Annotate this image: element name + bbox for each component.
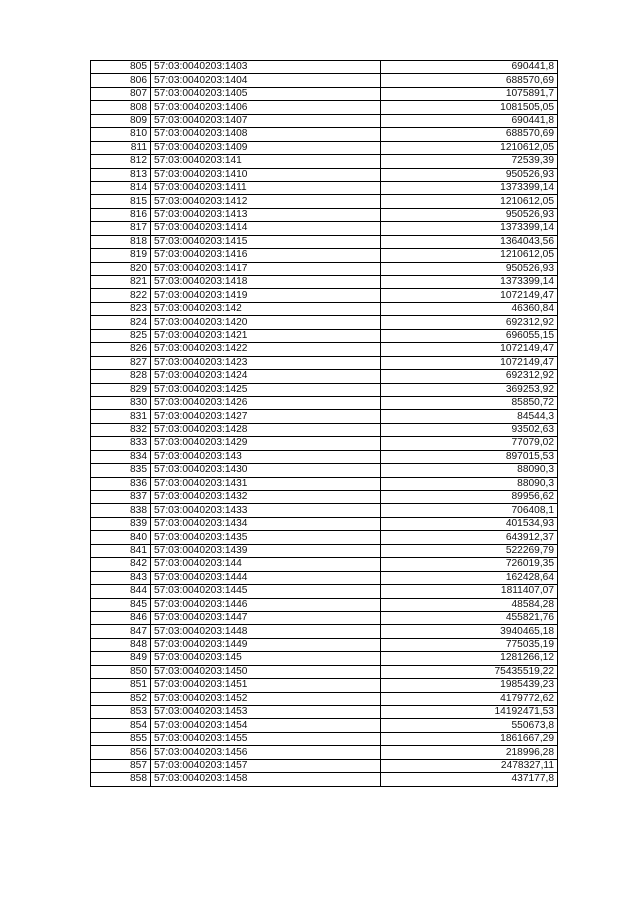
cadastral-number: 57:03:0040203:1445	[151, 585, 381, 598]
cadastral-number: 57:03:0040203:1448	[151, 625, 381, 638]
cadastral-number: 57:03:0040203:1426	[151, 396, 381, 409]
cadastral-number: 57:03:0040203:1444	[151, 571, 381, 584]
table-row	[91, 477, 558, 490]
cadastral-value: 950526,93	[381, 168, 558, 181]
cadastral-number: 57:03:0040203:1415	[151, 235, 381, 248]
table-row	[91, 732, 558, 745]
cadastral-number: 57:03:0040203:1419	[151, 289, 381, 302]
table-row	[91, 759, 558, 772]
row-number: 825	[91, 329, 151, 342]
cadastral-number: 57:03:0040203:1457	[151, 759, 381, 772]
cadastral-value: 706408,1	[381, 504, 558, 517]
cadastral-value: 46360,84	[381, 302, 558, 315]
cadastral-value: 89956,62	[381, 491, 558, 504]
cadastral-value: 4179772,62	[381, 692, 558, 705]
table-body	[91, 61, 558, 787]
cadastral-value: 1373399,14	[381, 181, 558, 194]
table-row	[91, 558, 558, 571]
cadastral-value: 72539,39	[381, 155, 558, 168]
cadastral-value: 88090,3	[381, 477, 558, 490]
table-row	[91, 114, 558, 127]
cadastral-value: 88090,3	[381, 464, 558, 477]
cadastral-value: 688570,69	[381, 128, 558, 141]
cadastral-number: 57:03:0040203:1414	[151, 222, 381, 235]
cadastral-value: 726019,35	[381, 558, 558, 571]
row-number: 816	[91, 208, 151, 221]
cadastral-number: 57:03:0040203:1455	[151, 732, 381, 745]
cadastral-number: 57:03:0040203:1454	[151, 719, 381, 732]
row-number: 820	[91, 262, 151, 275]
cadastral-number: 57:03:0040203:1431	[151, 477, 381, 490]
cadastral-number: 57:03:0040203:1418	[151, 276, 381, 289]
table-row	[91, 343, 558, 356]
row-number: 831	[91, 410, 151, 423]
table-row	[91, 773, 558, 786]
cadastral-value: 696055,15	[381, 329, 558, 342]
table-row	[91, 450, 558, 463]
cadastral-value: 1210612,05	[381, 249, 558, 262]
table-row	[91, 665, 558, 678]
table-row	[91, 544, 558, 557]
row-number: 844	[91, 585, 151, 598]
row-number: 824	[91, 316, 151, 329]
cadastral-value: 690441,8	[381, 114, 558, 127]
table-row	[91, 235, 558, 248]
row-number: 840	[91, 531, 151, 544]
cadastral-number: 57:03:0040203:1453	[151, 706, 381, 719]
cadastral-value: 1072149,47	[381, 289, 558, 302]
cadastral-number: 57:03:0040203:1403	[151, 61, 381, 74]
table-row	[91, 638, 558, 651]
row-number: 851	[91, 679, 151, 692]
cadastral-number: 57:03:0040203:1447	[151, 611, 381, 624]
row-number: 847	[91, 625, 151, 638]
cadastral-number: 57:03:0040203:144	[151, 558, 381, 571]
cadastral-value: 1373399,14	[381, 222, 558, 235]
cadastral-value: 1210612,05	[381, 141, 558, 154]
table-row	[91, 141, 558, 154]
table-row	[91, 504, 558, 517]
row-number: 821	[91, 276, 151, 289]
cadastral-number: 57:03:0040203:1412	[151, 195, 381, 208]
cadastral-number: 57:03:0040203:1408	[151, 128, 381, 141]
table-row	[91, 329, 558, 342]
cadastral-value: 77079,02	[381, 437, 558, 450]
table-row	[91, 652, 558, 665]
cadastral-number: 57:03:0040203:1452	[151, 692, 381, 705]
cadastral-value: 1075891,7	[381, 87, 558, 100]
cadastral-value-table	[90, 60, 558, 787]
row-number: 842	[91, 558, 151, 571]
cadastral-number: 57:03:0040203:1432	[151, 491, 381, 504]
table-row	[91, 517, 558, 530]
table-row	[91, 370, 558, 383]
row-number: 812	[91, 155, 151, 168]
cadastral-number: 57:03:0040203:1406	[151, 101, 381, 114]
row-number: 849	[91, 652, 151, 665]
row-number: 858	[91, 773, 151, 786]
row-number: 827	[91, 356, 151, 369]
cadastral-number: 57:03:0040203:1424	[151, 370, 381, 383]
cadastral-number: 57:03:0040203:1433	[151, 504, 381, 517]
table-row	[91, 585, 558, 598]
cadastral-number: 57:03:0040203:143	[151, 450, 381, 463]
cadastral-value: 692312,92	[381, 370, 558, 383]
cadastral-value: 369253,92	[381, 383, 558, 396]
table-row	[91, 746, 558, 759]
cadastral-number: 57:03:0040203:1404	[151, 74, 381, 87]
table-row	[91, 423, 558, 436]
row-number: 853	[91, 706, 151, 719]
row-number: 809	[91, 114, 151, 127]
cadastral-value: 14192471,53	[381, 706, 558, 719]
row-number: 818	[91, 235, 151, 248]
cadastral-value: 1281266,12	[381, 652, 558, 665]
cadastral-number: 57:03:0040203:1410	[151, 168, 381, 181]
cadastral-value: 218996,28	[381, 746, 558, 759]
cadastral-number: 57:03:0040203:1428	[151, 423, 381, 436]
table-row	[91, 128, 558, 141]
table-row	[91, 276, 558, 289]
row-number: 839	[91, 517, 151, 530]
row-number: 856	[91, 746, 151, 759]
cadastral-number: 57:03:0040203:1439	[151, 544, 381, 557]
table-row	[91, 692, 558, 705]
cadastral-number: 57:03:0040203:1429	[151, 437, 381, 450]
cadastral-value: 688570,69	[381, 74, 558, 87]
row-number: 843	[91, 571, 151, 584]
row-number: 834	[91, 450, 151, 463]
cadastral-number: 57:03:0040203:1421	[151, 329, 381, 342]
table-row	[91, 396, 558, 409]
row-number: 810	[91, 128, 151, 141]
row-number: 850	[91, 665, 151, 678]
cadastral-number: 57:03:0040203:1409	[151, 141, 381, 154]
row-number: 813	[91, 168, 151, 181]
table-row	[91, 571, 558, 584]
table-row	[91, 168, 558, 181]
row-number: 826	[91, 343, 151, 356]
row-number: 852	[91, 692, 151, 705]
cadastral-number: 57:03:0040203:1425	[151, 383, 381, 396]
cadastral-number: 57:03:0040203:1413	[151, 208, 381, 221]
cadastral-number: 57:03:0040203:1446	[151, 598, 381, 611]
table-row	[91, 262, 558, 275]
cadastral-value: 643912,37	[381, 531, 558, 544]
cadastral-number: 57:03:0040203:1458	[151, 773, 381, 786]
cadastral-number: 57:03:0040203:1420	[151, 316, 381, 329]
cadastral-value: 75435519,22	[381, 665, 558, 678]
cadastral-value: 1985439,23	[381, 679, 558, 692]
table-row	[91, 195, 558, 208]
table-row	[91, 61, 558, 74]
row-number: 845	[91, 598, 151, 611]
table-row	[91, 437, 558, 450]
table-row	[91, 181, 558, 194]
cadastral-value: 1072149,47	[381, 343, 558, 356]
cadastral-number: 57:03:0040203:1434	[151, 517, 381, 530]
row-number: 838	[91, 504, 151, 517]
table-row	[91, 598, 558, 611]
table-row	[91, 531, 558, 544]
table-row	[91, 222, 558, 235]
cadastral-number: 57:03:0040203:1405	[151, 87, 381, 100]
table-row	[91, 611, 558, 624]
cadastral-value: 1861667,29	[381, 732, 558, 745]
row-number: 857	[91, 759, 151, 772]
cadastral-value: 1081505,05	[381, 101, 558, 114]
row-number: 828	[91, 370, 151, 383]
row-number: 808	[91, 101, 151, 114]
cadastral-value: 437177,8	[381, 773, 558, 786]
table-row	[91, 87, 558, 100]
row-number: 806	[91, 74, 151, 87]
cadastral-value: 1210612,05	[381, 195, 558, 208]
cadastral-value: 93502,63	[381, 423, 558, 436]
cadastral-number: 57:03:0040203:1423	[151, 356, 381, 369]
cadastral-value: 84544,3	[381, 410, 558, 423]
row-number: 854	[91, 719, 151, 732]
row-number: 833	[91, 437, 151, 450]
row-number: 830	[91, 396, 151, 409]
table-row	[91, 249, 558, 262]
row-number: 835	[91, 464, 151, 477]
table-row	[91, 101, 558, 114]
cadastral-number: 57:03:0040203:1407	[151, 114, 381, 127]
cadastral-number: 57:03:0040203:1422	[151, 343, 381, 356]
cadastral-number: 57:03:0040203:1435	[151, 531, 381, 544]
row-number: 837	[91, 491, 151, 504]
cadastral-number: 57:03:0040203:1416	[151, 249, 381, 262]
table-row	[91, 410, 558, 423]
table-row	[91, 208, 558, 221]
cadastral-value: 1364043,56	[381, 235, 558, 248]
cadastral-number: 57:03:0040203:1456	[151, 746, 381, 759]
cadastral-value: 48584,28	[381, 598, 558, 611]
cadastral-value: 2478327,11	[381, 759, 558, 772]
table-row	[91, 464, 558, 477]
table-row	[91, 625, 558, 638]
cadastral-value: 692312,92	[381, 316, 558, 329]
row-number: 805	[91, 61, 151, 74]
table-row	[91, 491, 558, 504]
table-row	[91, 289, 558, 302]
row-number: 836	[91, 477, 151, 490]
cadastral-number: 57:03:0040203:141	[151, 155, 381, 168]
cadastral-number: 57:03:0040203:145	[151, 652, 381, 665]
table-row	[91, 316, 558, 329]
cadastral-number: 57:03:0040203:1427	[151, 410, 381, 423]
cadastral-number: 57:03:0040203:1451	[151, 679, 381, 692]
cadastral-value: 950526,93	[381, 208, 558, 221]
cadastral-number: 57:03:0040203:1450	[151, 665, 381, 678]
cadastral-value: 85850,72	[381, 396, 558, 409]
row-number: 811	[91, 141, 151, 154]
row-number: 817	[91, 222, 151, 235]
cadastral-value: 775035,19	[381, 638, 558, 651]
table-row	[91, 302, 558, 315]
table-row	[91, 155, 558, 168]
row-number: 829	[91, 383, 151, 396]
table-row	[91, 706, 558, 719]
cadastral-value: 950526,93	[381, 262, 558, 275]
cadastral-value: 401534,93	[381, 517, 558, 530]
cadastral-value: 550673,8	[381, 719, 558, 732]
table-row	[91, 679, 558, 692]
cadastral-number: 57:03:0040203:1411	[151, 181, 381, 194]
cadastral-number: 57:03:0040203:142	[151, 302, 381, 315]
cadastral-value: 897015,53	[381, 450, 558, 463]
cadastral-value: 1373399,14	[381, 276, 558, 289]
cadastral-value: 3940465,18	[381, 625, 558, 638]
cadastral-value: 1072149,47	[381, 356, 558, 369]
row-number: 823	[91, 302, 151, 315]
row-number: 848	[91, 638, 151, 651]
row-number: 841	[91, 544, 151, 557]
cadastral-value: 162428,64	[381, 571, 558, 584]
cadastral-value: 1811407,07	[381, 585, 558, 598]
cadastral-number: 57:03:0040203:1417	[151, 262, 381, 275]
row-number: 822	[91, 289, 151, 302]
row-number: 846	[91, 611, 151, 624]
row-number: 832	[91, 423, 151, 436]
table-row	[91, 719, 558, 732]
cadastral-value: 690441,8	[381, 61, 558, 74]
row-number: 807	[91, 87, 151, 100]
row-number: 815	[91, 195, 151, 208]
table-row	[91, 74, 558, 87]
cadastral-number: 57:03:0040203:1449	[151, 638, 381, 651]
table-row	[91, 383, 558, 396]
row-number: 814	[91, 181, 151, 194]
cadastral-value: 455821,76	[381, 611, 558, 624]
table-row	[91, 356, 558, 369]
row-number: 855	[91, 732, 151, 745]
row-number: 819	[91, 249, 151, 262]
cadastral-number: 57:03:0040203:1430	[151, 464, 381, 477]
cadastral-value: 522269,79	[381, 544, 558, 557]
